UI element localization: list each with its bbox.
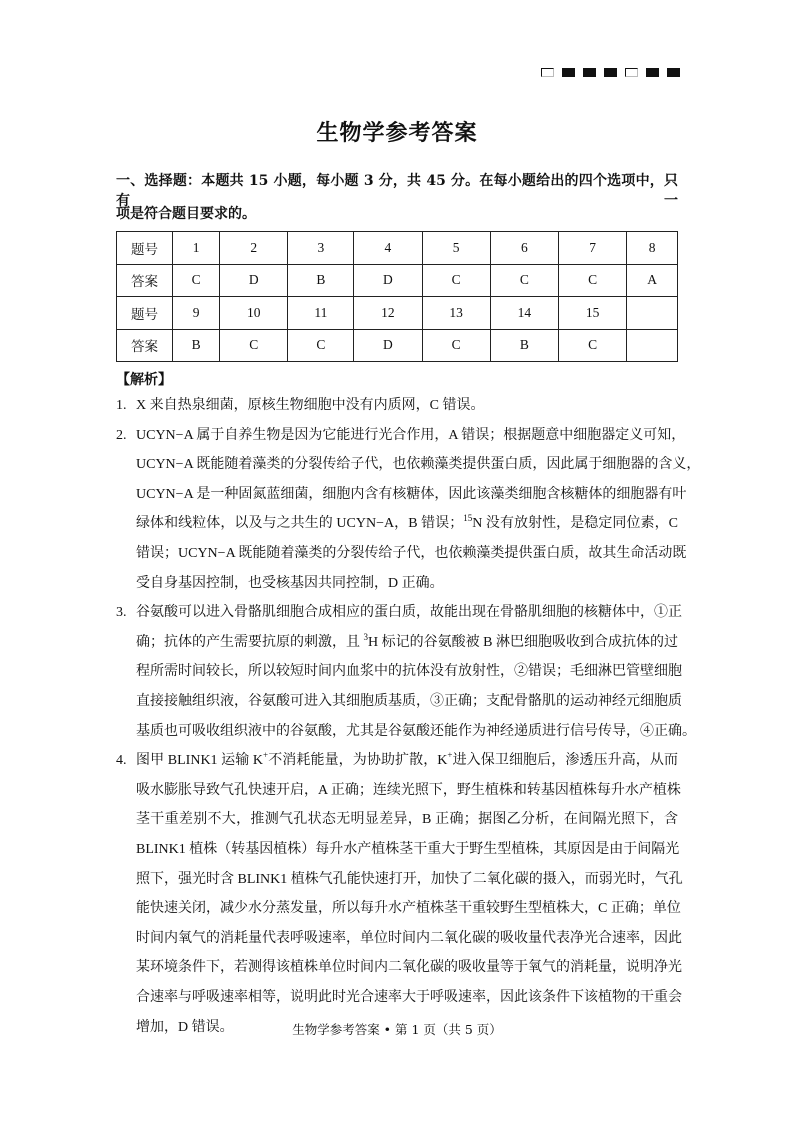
page-title: 生物学参考答案 [316,120,478,146]
table-cell: 1 [173,232,220,265]
table-cell: 11 [288,297,354,330]
analysis-line [136,900,681,918]
text-segment: 谷氨酸可以进入骨骼肌细胞合成相应的蛋白质，故能出现在骨骼肌细胞的核糖体中，①正 [136,605,682,621]
item-number: 4. [116,753,127,769]
analysis-line [136,782,681,800]
text-segment: BLINK1 植株（转基因植株）每升水产植株茎干重大于野生型植株，其原因是由于间隔光 [136,842,680,857]
analysis-line [136,811,678,829]
text-segment: 照下，强光时含 BLINK1 植株气孔能快速打开，加快了二氧化碳的摄入，而弱光时，气孔 [136,871,683,887]
filled-square-icon [646,68,659,77]
analysis-line [136,693,682,711]
text-segment: 基质也可吸收组织液中的谷氨酸，尤其是谷氨酸还能作为神经递质进行信号传导，④正确。 [136,723,696,739]
table-cell: B [173,329,220,362]
analysis-line [136,545,687,563]
text-segment: 受自身基因控制，也受核基因共同控制，D 正确。 [136,575,444,591]
table-cell: A [627,264,678,297]
table-cell: 14 [490,297,558,330]
superscript: + [447,750,453,761]
item-number: 2. [116,427,127,443]
text-segment: 不消耗能量，为协助扩散，K [268,753,448,769]
table-cell: 6 [490,232,558,265]
row-header-cell: 答案 [117,264,173,297]
superscript: 3 [363,631,369,642]
section-intro-line: 一、选择题：本题共 15 小题，每小题 3 分，共 45 分。在每小题给出的四个选项中，只有一 [116,173,678,209]
text-segment: 直接接触组织液，谷氨酸可进入其细胞质基质，③正确；支配骨骼肌的运动神经元细胞质 [136,694,682,709]
table-cell: C [220,329,288,362]
table-cell: 15 [559,297,627,330]
table-cell: C [559,264,627,297]
text-segment: UCYN−A 既能随着藻类的分裂传给子代，也依赖藻类提供蛋白质，因此属于细胞器的含义， [136,457,701,473]
text-segment: 能快速关闭，减少水分蒸发量，所以每升水产植株茎干重较野生型植株大，C 正确；单位 [136,901,681,917]
text-segment: 吸水膨胀导致气孔快速开启，A 正确；连续光照下，野生植株和转基因植株每升水产植株 [136,782,681,798]
text-segment: 图甲 BLINK1 运输 K [136,753,264,769]
table-row [117,232,678,265]
table-cell: C [559,329,627,362]
analysis-line [136,663,682,681]
text-segment: 合速率与呼吸速率相等，说明此时光合速率大于呼吸速率，因此该条件下该植物的干重会 [136,990,682,1005]
text-segment: H 标记的谷氨酸被 B 淋巴细胞吸收到合成抗体的过 [368,634,679,650]
table-cell: C [173,264,220,297]
row-header-cell: 题号 [117,232,173,265]
filled-square-icon [562,68,575,77]
text-segment: 绿体和线粒体，以及与之共生的 UCYN−A，B 错误； [136,516,464,532]
analysis-line [136,575,678,593]
superscript: 15 [463,513,473,524]
table-cell: 4 [354,232,422,265]
table-cell: B [490,329,558,362]
table-cell: 12 [354,297,422,330]
header-marks [541,68,680,77]
table-cell: C [288,329,354,362]
table-cell: D [220,264,288,297]
table-cell: D [354,264,422,297]
analysis-line [136,515,678,533]
table-cell: 2 [220,232,288,265]
filled-square-icon [667,68,680,77]
table-cell: B [288,264,354,297]
analysis-line [136,397,678,415]
text-segment: 时间内氧气的消耗量代表呼吸速率，单位时间内二氧化碳的吸收量代表净光合速率，因此 [136,930,682,946]
text-segment: 程所需时间较长，所以较短时间内血浆中的抗体没有放射性，②错误；毛细淋巴管壁细胞 [136,664,682,680]
page-footer: 生物学参考答案 • 第 1 页（共 5 页） [292,1022,502,1037]
table-cell: C [422,329,490,362]
row-header-cell: 题号 [117,297,173,330]
answer-table [116,231,678,362]
table-cell: C [490,264,558,297]
table-row [117,297,678,330]
analysis-line [136,841,678,859]
text-segment: UCYN−A 属于自养生物是因为它能进行光合作用，A 错误；根据题意中细胞器定义可知， [136,427,686,443]
empty-square-icon [541,68,554,77]
text-segment: UCYN−A 是一种固氮蓝细菌，细胞内含有核糖体，因此该藻类细胞含核糖体的细胞器有叶 [136,486,687,502]
text-segment: 茎干重差别不大，推测气孔状态无明显差异，B 正确；据图乙分析，在间隔光照下，含 [136,812,678,828]
analysis-line [136,486,687,504]
table-cell: 8 [627,232,678,265]
table-cell [627,329,678,362]
table-cell: 10 [220,297,288,330]
analysis-line [136,989,682,1007]
text-segment: 错误；UCYN−A 既能随着藻类的分裂传给子代，也依赖藻类提供蛋白质，故其生命活动既 [136,546,687,561]
item-number: 1. [116,398,127,413]
table-cell: 13 [422,297,490,330]
analysis-line [136,723,696,741]
analysis-line [136,871,683,889]
superscript: + [263,750,269,761]
text-segment: 增加，D 错误。 [136,1019,234,1035]
analysis-line [136,631,679,652]
analysis-line [136,930,682,948]
text-segment: 确；抗体的产生需要抗原的刺激，且 [136,634,364,650]
item-number: 3. [116,605,127,621]
analysis-line [136,427,686,445]
table-cell: D [354,329,422,362]
table-cell: 9 [173,297,220,330]
table-row [117,329,678,362]
text-segment: 进入保卫细胞后，渗透压升高，从而 [452,753,678,769]
table-cell [627,297,678,330]
analysis-line [136,752,678,770]
analysis-heading: 【解析】 [116,372,172,388]
table-row [117,264,678,297]
section-intro-line: 项是符合题目要求的。 [116,206,256,222]
filled-square-icon [583,68,596,77]
analysis-line [136,959,682,977]
analysis-line [136,456,701,474]
table-cell: 3 [288,232,354,265]
text-segment: 某环境条件下，若测得该植株单位时间内二氧化碳的吸收量等于氧气的消耗量，说明净光 [136,960,682,976]
table-cell: 5 [422,232,490,265]
filled-square-icon [604,68,617,77]
table-cell: C [422,264,490,297]
analysis-line [136,604,682,622]
table-cell: 7 [559,232,627,265]
text-segment: N 没有放射性，是稳定同位素，C [472,516,679,532]
text-segment: X 来自热泉细菌，原核生物细胞中没有内质网，C 错误。 [136,398,485,413]
row-header-cell: 答案 [117,329,173,362]
empty-square-icon [625,68,638,77]
